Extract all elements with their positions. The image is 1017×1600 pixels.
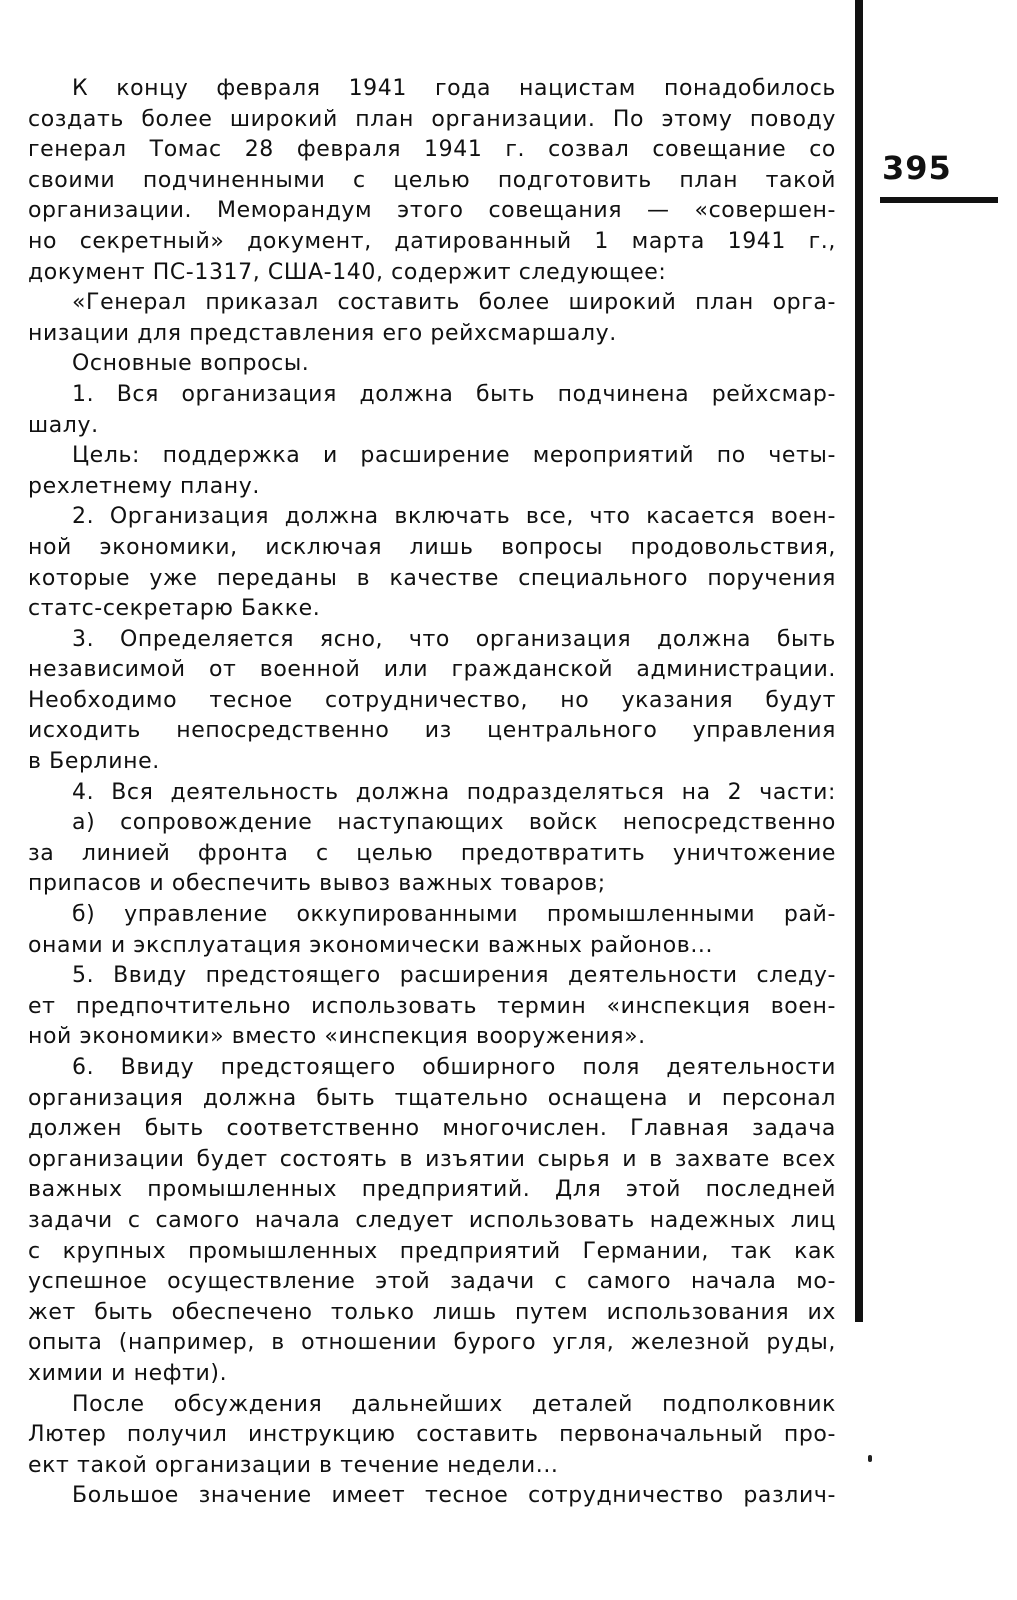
text-line: 5. Ввиду предстоящего расширения деятельности следу-	[72, 963, 836, 989]
text-line: ет предпочтительно использовать термин «инспекция воен-	[28, 993, 836, 1019]
text-line: должен быть соответственно многочислен. Главная задача	[28, 1116, 836, 1142]
text-line: онами и эксплуатация экономически важных районов...	[28, 932, 714, 958]
text-line: 4. Вся деятельность должна подразделяться на 2 части:	[72, 779, 836, 805]
text-line: задачи с самого начала следует использовать надежных лиц	[28, 1207, 836, 1233]
text-line: К концу февраля 1941 года нацистам понадобилось	[72, 76, 836, 101]
text-line: генерал Томас 28 февраля 1941 г. созвал совещание со	[28, 137, 836, 163]
text-line: Необходимо тесное сотрудничество, но указания будут	[28, 687, 836, 713]
text-line: Большое значение имеет тесное сотрудничество различ-	[72, 1483, 836, 1509]
text-line: Основные вопросы.	[72, 351, 310, 377]
text-line: химии и нефти).	[28, 1360, 228, 1386]
text-line: статс-секретарю Бакке.	[28, 596, 321, 622]
text-line: Цель: поддержка и расширение мероприятий по четы-	[72, 443, 836, 469]
text-line: а) сопровождение наступающих войск непосредственно	[72, 810, 836, 836]
page-number: 395	[882, 149, 952, 187]
text-line: за линией фронта с целью предотвратить уничтожение	[28, 840, 836, 866]
text-line: которые уже переданы в качестве специального поручения	[28, 565, 836, 591]
text-line: важных промышленных предприятий. Для этой последней	[28, 1177, 836, 1203]
text-line: организации будет состоять в изъятии сырья и в захвате всех	[28, 1146, 836, 1172]
text-line: независимой от военной или гражданской администрации.	[28, 657, 836, 683]
text-line: ной экономики» вместо «инспекция вооружения».	[28, 1024, 646, 1050]
text-line: документ ПС-1317, США-140, содержит следующее:	[28, 259, 667, 285]
text-line: 6. Ввиду предстоящего обширного поля деятельности	[72, 1055, 836, 1080]
text-line: с крупных промышленных предприятий Германии, так как	[28, 1238, 836, 1264]
margin-vertical-rule	[855, 0, 863, 1322]
text-line: своими подчиненными с целью подготовить план такой	[28, 167, 836, 193]
text-line: 1. Вся организация должна быть подчинена рейхсмар-	[72, 381, 836, 407]
print-speck	[868, 1455, 872, 1462]
text-line: в Берлине.	[28, 749, 160, 775]
text-line: ной экономики, исключая лишь вопросы продовольствия,	[28, 534, 836, 560]
text-line: 3. Определяется ясно, что организация должна быть	[72, 626, 836, 652]
text-line: припасов и обеспечить вывоз важных товаров;	[28, 871, 606, 897]
text-line: но секретный» документ, датированный 1 марта 1941 г.,	[28, 228, 836, 254]
text-line: жет быть обеспечено только лишь путем использования их	[28, 1299, 836, 1325]
text-line: рехлетнему плану.	[28, 473, 260, 499]
text-line: исходить непосредственно из центрального управления	[28, 718, 836, 744]
page-number-underline	[880, 197, 998, 203]
text-line: создать более широкий план организации. По этому поводу	[28, 106, 836, 132]
text-line: шалу.	[28, 412, 99, 438]
text-line: Лютер получил инструкцию составить первоначальный про-	[28, 1422, 836, 1448]
text-line: После обсуждения дальнейших деталей подполковник	[72, 1391, 836, 1417]
text-line: успешное осуществление этой задачи с самого начала мо-	[28, 1269, 836, 1295]
text-line: 2. Организация должна включать все, что касается воен-	[72, 504, 836, 530]
text-line: организация должна быть тщательно оснащена и персонал	[28, 1085, 836, 1111]
text-line: ект такой организации в течение недели...	[28, 1452, 559, 1478]
text-line: организации. Меморандум этого совещания — «совершен-	[28, 198, 836, 224]
text-line: б) управление оккупированными промышленными рай-	[72, 902, 836, 928]
text-line: низации для представления его рейхсмаршалу.	[28, 320, 617, 346]
body-text-column	[28, 74, 836, 1512]
text-line: опыта (например, в отношении бурого угля, железной руды,	[28, 1330, 836, 1356]
text-line: «Генерал приказал составить более широкий план орга-	[72, 290, 836, 316]
